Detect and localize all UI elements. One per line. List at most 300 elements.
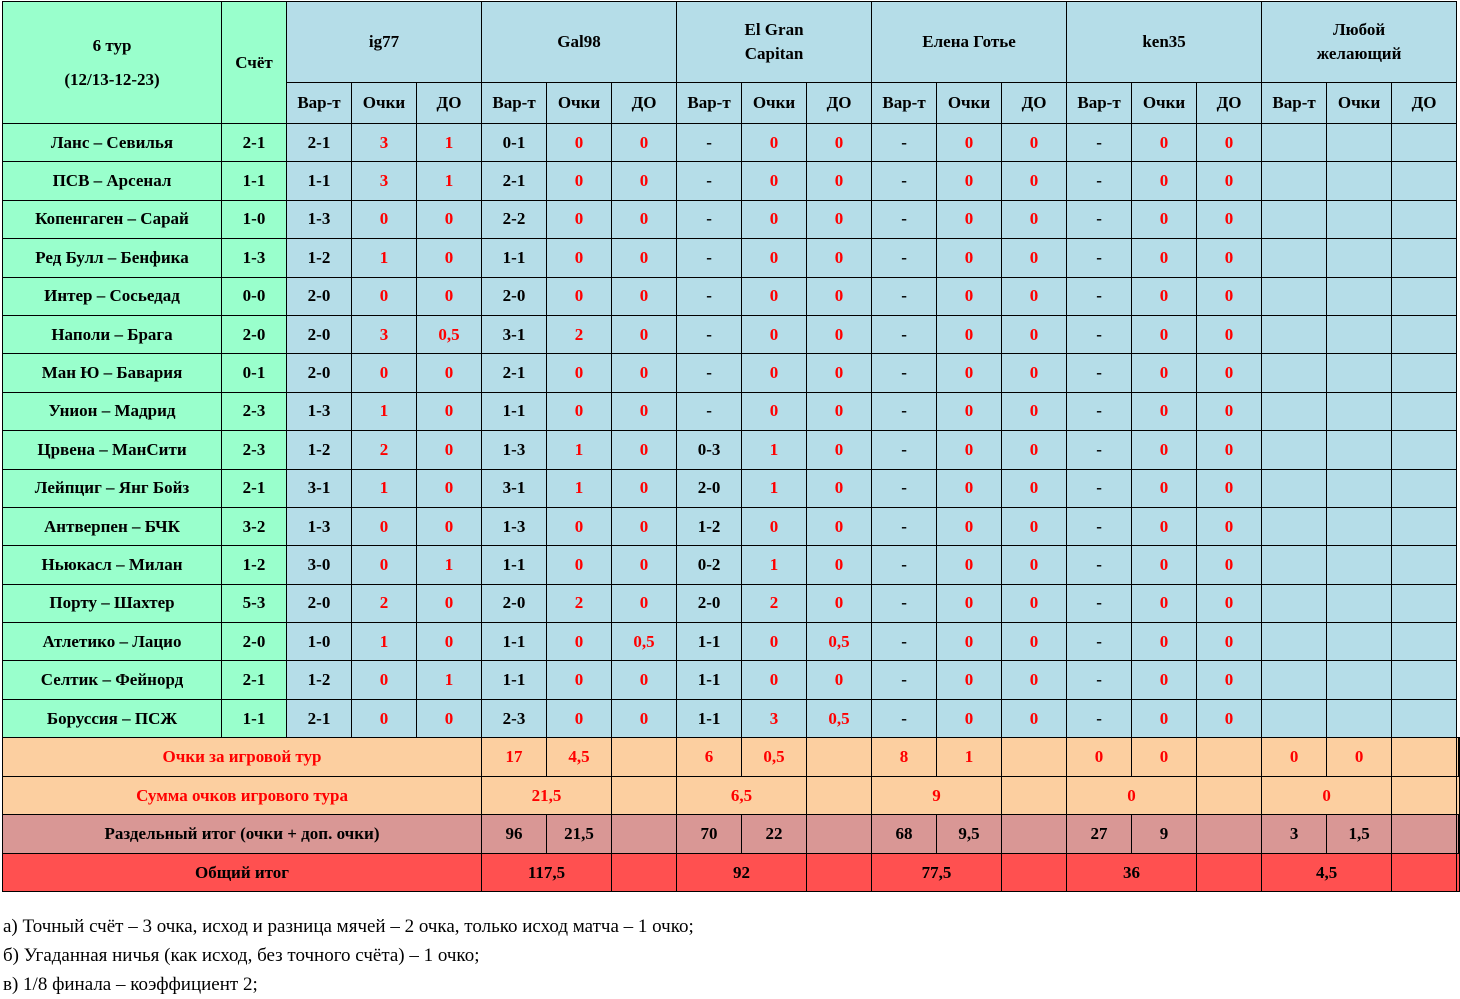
spacer-cell <box>1197 738 1262 777</box>
points-cell: 0 <box>937 124 1002 162</box>
prediction-cell: 1-2 <box>287 239 352 277</box>
points-cell: 0 <box>547 162 612 200</box>
do-cell <box>1392 124 1457 162</box>
prediction-cell: 1-1 <box>677 623 742 661</box>
match-score: 2-3 <box>222 392 287 430</box>
prediction-cell: 1-1 <box>482 239 547 277</box>
do-cell: 0 <box>807 315 872 353</box>
do-cell: 0 <box>807 239 872 277</box>
prediction-cell: - <box>872 699 937 737</box>
prediction-cell: 1-1 <box>677 661 742 699</box>
do-cell: 0 <box>807 354 872 392</box>
do-cell: 0 <box>1002 584 1067 622</box>
do-cell: 0 <box>1002 200 1067 238</box>
player-name: Gal98 <box>482 2 677 83</box>
spacer-cell <box>612 776 677 815</box>
points-cell: 0 <box>937 354 1002 392</box>
prediction-cell: - <box>872 124 937 162</box>
points-cell <box>1327 124 1392 162</box>
tour-points-value: 6 <box>677 738 742 777</box>
table-row <box>3 546 1460 584</box>
prediction-cell: - <box>1067 469 1132 507</box>
points-header: Очки <box>352 83 417 124</box>
pred-header: Вар-т <box>677 83 742 124</box>
pred-header: Вар-т <box>1262 83 1327 124</box>
points-cell: 0 <box>742 354 807 392</box>
tour-points-label: Очки за игровой тур <box>3 738 482 777</box>
prediction-cell: 2-1 <box>482 162 547 200</box>
match-name: Ланс – Севилья <box>3 124 222 162</box>
prediction-cell: - <box>677 239 742 277</box>
do-cell: 0 <box>807 200 872 238</box>
player-name: Елена Готье <box>872 2 1067 83</box>
prediction-cell <box>1262 546 1327 584</box>
points-cell <box>1327 584 1392 622</box>
prediction-cell <box>1262 239 1327 277</box>
match-name: Порту – Шахтер <box>3 584 222 622</box>
prediction-cell: - <box>1067 124 1132 162</box>
prediction-cell <box>1262 354 1327 392</box>
spacer-cell <box>612 738 677 777</box>
prediction-cell: 1-3 <box>482 507 547 545</box>
prediction-cell: - <box>1067 507 1132 545</box>
prediction-cell: - <box>1067 623 1132 661</box>
match-score: 1-1 <box>222 699 287 737</box>
do-cell: 0 <box>612 507 677 545</box>
match-name: Ньюкасл – Милан <box>3 546 222 584</box>
points-cell <box>1327 431 1392 469</box>
split-do-value: 1,5 <box>1327 815 1392 854</box>
grand-total-value: 77,5 <box>872 853 1002 892</box>
points-cell: 0 <box>937 239 1002 277</box>
prediction-cell: - <box>1067 661 1132 699</box>
tour-points-value: 0 <box>1262 738 1327 777</box>
prediction-cell: - <box>677 200 742 238</box>
do-cell: 1 <box>417 162 482 200</box>
do-cell <box>1392 431 1457 469</box>
prediction-cell: 2-0 <box>482 277 547 315</box>
standings-table <box>2 1 1460 892</box>
table-row <box>3 469 1460 507</box>
do-cell: 0 <box>1002 469 1067 507</box>
match-name: Ред Булл – Бенфика <box>3 239 222 277</box>
points-header: Очки <box>1132 83 1197 124</box>
prediction-cell: 1-0 <box>287 623 352 661</box>
do-cell: 0 <box>612 162 677 200</box>
prediction-cell: 2-3 <box>482 699 547 737</box>
do-cell: 0 <box>1197 546 1262 584</box>
points-cell: 2 <box>547 315 612 353</box>
table-row <box>3 200 1460 238</box>
table-row <box>3 124 1460 162</box>
do-cell: 0,5 <box>807 699 872 737</box>
prediction-cell: 2-0 <box>677 584 742 622</box>
points-cell <box>1327 507 1392 545</box>
spacer-cell <box>1392 776 1457 815</box>
points-cell: 1 <box>547 431 612 469</box>
do-cell: 0 <box>612 584 677 622</box>
points-cell: 0 <box>742 623 807 661</box>
points-cell: 0 <box>937 277 1002 315</box>
spacer-cell <box>1197 776 1262 815</box>
points-cell: 0 <box>742 315 807 353</box>
points-header: Очки <box>1327 83 1392 124</box>
split-do-value: 9,5 <box>937 815 1002 854</box>
points-cell: 2 <box>547 584 612 622</box>
tour-do-value: 1 <box>937 738 1002 777</box>
points-cell <box>1327 661 1392 699</box>
points-cell: 3 <box>742 699 807 737</box>
prediction-cell <box>1262 507 1327 545</box>
prediction-cell: 1-2 <box>287 661 352 699</box>
points-cell: 0 <box>1132 469 1197 507</box>
tour-sum-value: 6,5 <box>677 776 807 815</box>
points-cell: 1 <box>742 431 807 469</box>
player-name: El Gran Capitan <box>677 2 872 83</box>
table-row <box>3 162 1460 200</box>
prediction-cell: 2-1 <box>287 699 352 737</box>
points-cell: 0 <box>1132 315 1197 353</box>
points-cell <box>1327 623 1392 661</box>
points-cell <box>1327 354 1392 392</box>
match-name: ПСВ – Арсенал <box>3 162 222 200</box>
match-score: 0-0 <box>222 277 287 315</box>
points-cell: 0 <box>1132 162 1197 200</box>
prediction-cell <box>1262 315 1327 353</box>
do-cell: 0 <box>417 239 482 277</box>
match-score: 1-0 <box>222 200 287 238</box>
do-cell: 0 <box>417 277 482 315</box>
points-cell: 0 <box>547 699 612 737</box>
do-cell: 0 <box>807 124 872 162</box>
prediction-cell <box>1262 392 1327 430</box>
split-do-value: 9 <box>1132 815 1197 854</box>
prediction-cell: - <box>872 546 937 584</box>
prediction-cell: - <box>677 315 742 353</box>
do-cell <box>1392 392 1457 430</box>
points-cell <box>1327 277 1392 315</box>
match-score: 0-1 <box>222 354 287 392</box>
points-cell: 0 <box>937 469 1002 507</box>
points-cell: 0 <box>742 124 807 162</box>
table-row <box>3 699 1460 737</box>
spacer-cell <box>612 853 677 892</box>
prediction-cell: 2-0 <box>287 584 352 622</box>
do-cell: 0 <box>1002 661 1067 699</box>
table-row <box>3 277 1460 315</box>
points-cell: 0 <box>1132 239 1197 277</box>
prediction-cell: - <box>1067 239 1132 277</box>
tour-sum-value: 9 <box>872 776 1002 815</box>
tour-do-value: 4,5 <box>547 738 612 777</box>
points-cell: 0 <box>937 584 1002 622</box>
grand-total-label: Общий итог <box>3 853 482 892</box>
player-name: ken35 <box>1067 2 1262 83</box>
split-do-value: 22 <box>742 815 807 854</box>
prediction-cell: 1-2 <box>287 431 352 469</box>
points-cell: 0 <box>547 277 612 315</box>
do-cell: 0 <box>612 431 677 469</box>
do-header: ДО <box>1392 83 1457 124</box>
do-cell: 0 <box>417 392 482 430</box>
match-score: 2-0 <box>222 623 287 661</box>
tour-sum-label: Сумма очков игрового тура <box>3 776 482 815</box>
prediction-cell: 2-0 <box>677 469 742 507</box>
do-cell: 1 <box>417 546 482 584</box>
prediction-cell: 3-1 <box>287 469 352 507</box>
match-name: Боруссия – ПСЖ <box>3 699 222 737</box>
prediction-cell: - <box>677 354 742 392</box>
do-cell: 1 <box>417 124 482 162</box>
prediction-cell <box>1262 584 1327 622</box>
do-cell: 0 <box>1197 507 1262 545</box>
prediction-cell: - <box>872 469 937 507</box>
do-cell: 0 <box>417 469 482 507</box>
prediction-cell: 3-0 <box>287 546 352 584</box>
match-name: Селтик – Фейнорд <box>3 661 222 699</box>
table-row <box>3 507 1460 545</box>
prediction-cell: - <box>872 162 937 200</box>
points-cell: 1 <box>547 469 612 507</box>
points-cell: 1 <box>742 469 807 507</box>
do-header: ДО <box>1002 83 1067 124</box>
match-score: 1-1 <box>222 162 287 200</box>
prediction-cell: - <box>872 623 937 661</box>
spacer-cell <box>1392 738 1457 777</box>
note-line: а) Точный счёт – 3 очка, исход и разница мячей – 2 очка, только исход матча – 1 очко; <box>3 916 694 937</box>
do-cell: 0 <box>1197 124 1262 162</box>
do-cell: 0 <box>417 200 482 238</box>
prediction-cell <box>1262 469 1327 507</box>
match-score: 2-0 <box>222 315 287 353</box>
tour-sum-value: 0 <box>1262 776 1392 815</box>
prediction-cell: - <box>872 239 937 277</box>
prediction-cell: 1-1 <box>482 546 547 584</box>
do-cell: 0 <box>1002 392 1067 430</box>
do-cell <box>1392 200 1457 238</box>
do-cell <box>1392 469 1457 507</box>
points-cell: 0 <box>742 392 807 430</box>
prediction-cell: - <box>1067 699 1132 737</box>
points-cell: 0 <box>937 507 1002 545</box>
do-cell <box>1392 239 1457 277</box>
match-name: Ман Ю – Бавария <box>3 354 222 392</box>
points-cell: 0 <box>937 431 1002 469</box>
points-cell: 0 <box>742 200 807 238</box>
player-name: ig77 <box>287 2 482 83</box>
match-score: 1-2 <box>222 546 287 584</box>
match-name: Црвена – МанСити <box>3 431 222 469</box>
split-total-label: Раздельный итог (очки + доп. очки) <box>3 815 482 854</box>
do-cell: 0 <box>417 584 482 622</box>
prediction-cell: - <box>677 162 742 200</box>
points-cell: 0 <box>742 661 807 699</box>
note-line: в) 1/8 финала – коэффициент 2; <box>3 974 258 995</box>
match-score: 2-1 <box>222 661 287 699</box>
do-cell: 0 <box>612 315 677 353</box>
table-row <box>3 392 1460 430</box>
spacer-cell <box>807 815 872 854</box>
points-cell: 0 <box>937 623 1002 661</box>
tour-do-value: 0 <box>1132 738 1197 777</box>
table-row <box>3 623 1460 661</box>
grand-total-value: 4,5 <box>1262 853 1392 892</box>
prediction-cell: 1-1 <box>677 699 742 737</box>
do-cell: 0 <box>1197 623 1262 661</box>
points-cell: 0 <box>1132 699 1197 737</box>
points-cell: 2 <box>352 431 417 469</box>
prediction-cell: 0-3 <box>677 431 742 469</box>
points-cell: 0 <box>547 124 612 162</box>
do-cell: 0 <box>1197 469 1262 507</box>
points-cell: 0 <box>1132 200 1197 238</box>
split-do-value <box>1458 815 1459 854</box>
prediction-cell: - <box>872 200 937 238</box>
do-cell: 0 <box>1197 239 1262 277</box>
points-cell: 0 <box>547 507 612 545</box>
prediction-cell: - <box>872 392 937 430</box>
prediction-cell: 1-3 <box>287 507 352 545</box>
split-points-value: 27 <box>1067 815 1132 854</box>
grand-total-value <box>1457 853 1460 892</box>
prediction-cell: - <box>1067 162 1132 200</box>
points-cell: 1 <box>352 239 417 277</box>
table-row <box>3 661 1460 699</box>
table-row <box>3 584 1460 622</box>
prediction-cell: - <box>872 661 937 699</box>
prediction-cell <box>1262 162 1327 200</box>
tour-sum-value: 0 <box>1067 776 1197 815</box>
points-cell: 1 <box>352 623 417 661</box>
prediction-cell <box>1262 200 1327 238</box>
prediction-cell <box>1262 431 1327 469</box>
do-header: ДО <box>612 83 677 124</box>
prediction-cell: - <box>1067 431 1132 469</box>
spacer-cell <box>1392 815 1457 854</box>
spacer-cell <box>1197 815 1262 854</box>
do-header: ДО <box>1197 83 1262 124</box>
do-cell: 0 <box>612 239 677 277</box>
do-cell: 0 <box>417 354 482 392</box>
prediction-cell: 0-1 <box>482 124 547 162</box>
do-cell <box>1392 661 1457 699</box>
points-cell: 2 <box>742 584 807 622</box>
do-cell <box>1392 315 1457 353</box>
points-cell: 0 <box>1132 277 1197 315</box>
tour-points-value: 0 <box>1067 738 1132 777</box>
do-cell: 1 <box>417 661 482 699</box>
do-cell: 0 <box>807 546 872 584</box>
do-cell: 0 <box>612 699 677 737</box>
do-cell: 0 <box>1002 124 1067 162</box>
split-points-value: 70 <box>677 815 742 854</box>
prediction-cell: - <box>677 277 742 315</box>
player-name: Любой желающий <box>1262 2 1457 83</box>
prediction-cell: - <box>872 507 937 545</box>
do-cell <box>1392 623 1457 661</box>
do-cell: 0 <box>1002 354 1067 392</box>
prediction-cell: 2-1 <box>482 354 547 392</box>
do-cell: 0 <box>807 584 872 622</box>
do-cell: 0 <box>1002 315 1067 353</box>
do-cell: 0,5 <box>417 315 482 353</box>
points-cell: 1 <box>352 392 417 430</box>
points-cell: 1 <box>352 469 417 507</box>
spacer-cell <box>1002 853 1067 892</box>
do-header: ДО <box>807 83 872 124</box>
match-name: Атлетико – Лацио <box>3 623 222 661</box>
spacer-cell <box>807 776 872 815</box>
points-cell: 0 <box>937 699 1002 737</box>
do-cell <box>1392 546 1457 584</box>
match-name: Унион – Мадрид <box>3 392 222 430</box>
points-cell: 0 <box>547 200 612 238</box>
match-name: Наполи – Брага <box>3 315 222 353</box>
do-cell <box>1392 584 1457 622</box>
points-cell: 0 <box>742 239 807 277</box>
do-cell: 0 <box>807 469 872 507</box>
prediction-cell: - <box>872 315 937 353</box>
points-cell: 0 <box>352 546 417 584</box>
do-cell: 0 <box>612 469 677 507</box>
do-cell <box>1392 699 1457 737</box>
do-cell: 0 <box>807 162 872 200</box>
do-cell: 0 <box>1002 546 1067 584</box>
do-cell: 0,5 <box>612 623 677 661</box>
do-cell: 0 <box>1002 239 1067 277</box>
points-cell <box>1327 699 1392 737</box>
do-cell: 0 <box>807 507 872 545</box>
tour-do-value <box>1458 738 1459 777</box>
match-score: 1-3 <box>222 239 287 277</box>
points-cell: 0 <box>352 277 417 315</box>
do-cell: 0 <box>417 507 482 545</box>
do-cell <box>1392 507 1457 545</box>
do-cell: 0 <box>1002 162 1067 200</box>
spacer-cell <box>1197 853 1262 892</box>
do-cell: 0 <box>807 277 872 315</box>
pred-header: Вар-т <box>482 83 547 124</box>
points-cell: 0 <box>1132 124 1197 162</box>
points-cell: 0 <box>547 354 612 392</box>
table-row <box>3 354 1460 392</box>
do-cell: 0 <box>1197 354 1262 392</box>
prediction-cell: - <box>872 431 937 469</box>
prediction-cell <box>1262 623 1327 661</box>
spacer-cell <box>1002 738 1067 777</box>
do-cell: 0 <box>612 392 677 430</box>
points-header: Очки <box>547 83 612 124</box>
pred-header: Вар-т <box>872 83 937 124</box>
prediction-cell: 3-1 <box>482 469 547 507</box>
do-cell: 0 <box>1197 200 1262 238</box>
points-cell: 0 <box>1132 584 1197 622</box>
do-cell: 0 <box>807 431 872 469</box>
score-header: Счёт <box>222 2 287 124</box>
points-cell <box>1327 469 1392 507</box>
match-name: Антверпен – БЧК <box>3 507 222 545</box>
points-cell: 0 <box>547 546 612 584</box>
prediction-cell: 1-3 <box>287 200 352 238</box>
match-score: 5-3 <box>222 584 287 622</box>
prediction-cell: - <box>872 584 937 622</box>
prediction-cell <box>1262 699 1327 737</box>
split-points-value: 96 <box>482 815 547 854</box>
spacer-cell <box>612 815 677 854</box>
pred-header: Вар-т <box>1067 83 1132 124</box>
points-cell: 0 <box>937 162 1002 200</box>
points-cell: 0 <box>1132 354 1197 392</box>
